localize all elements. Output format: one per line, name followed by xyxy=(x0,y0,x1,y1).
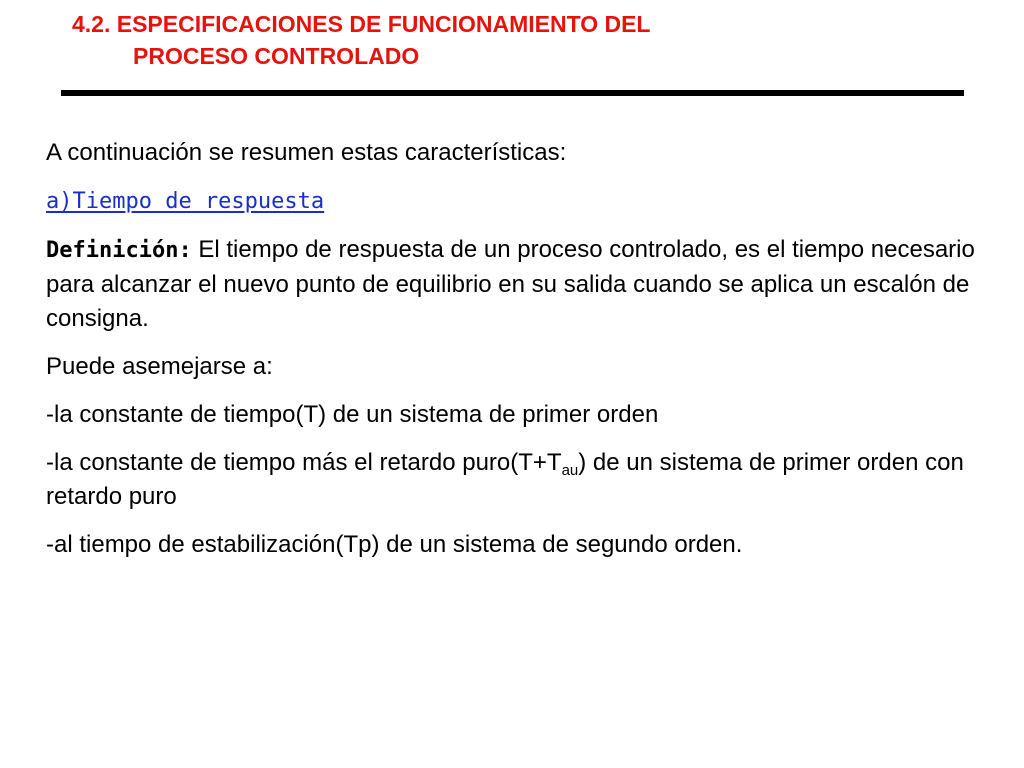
title-line-2: PROCESO CONTROLADO xyxy=(133,43,420,69)
definition-label: Definición: xyxy=(46,238,192,263)
bullet-item-2 xyxy=(46,446,976,514)
title-line-1: 4.2. ESPECIFICACIONES DE FUNCIONAMIENTO DEL xyxy=(72,11,651,37)
section-heading xyxy=(46,184,976,219)
section-link-tiempo-respuesta[interactable]: a)Tiempo de respuesta xyxy=(46,189,325,214)
slide-title xyxy=(72,8,972,72)
definition-text: El tiempo de respuesta de un proceso controlado, es el tiempo necesario para alcanzar el nuevo punto de equilibrio en su salida cuando se aplica un escalón de consigna. xyxy=(46,236,975,332)
bullet-item-3: -al tiempo de estabilización(Tp) de un sistema de segundo orden. xyxy=(46,531,743,558)
bullet-2-end: ) de un sistema de primer orden con retardo puro xyxy=(46,449,964,510)
bullet-2-subscript: au xyxy=(561,462,579,479)
title-divider xyxy=(61,90,964,96)
definition-paragraph xyxy=(46,233,976,336)
bullet-item-1: -la constante de tiempo(T) de un sistema de primer orden xyxy=(46,401,659,428)
slide-body xyxy=(46,136,976,576)
bullet-2-start: -la constante de tiempo más el retardo puro(T+T xyxy=(46,449,562,476)
intro-text: A continuación se resumen estas características: xyxy=(46,139,567,166)
lead-text: Puede asemejarse a: xyxy=(46,353,273,380)
